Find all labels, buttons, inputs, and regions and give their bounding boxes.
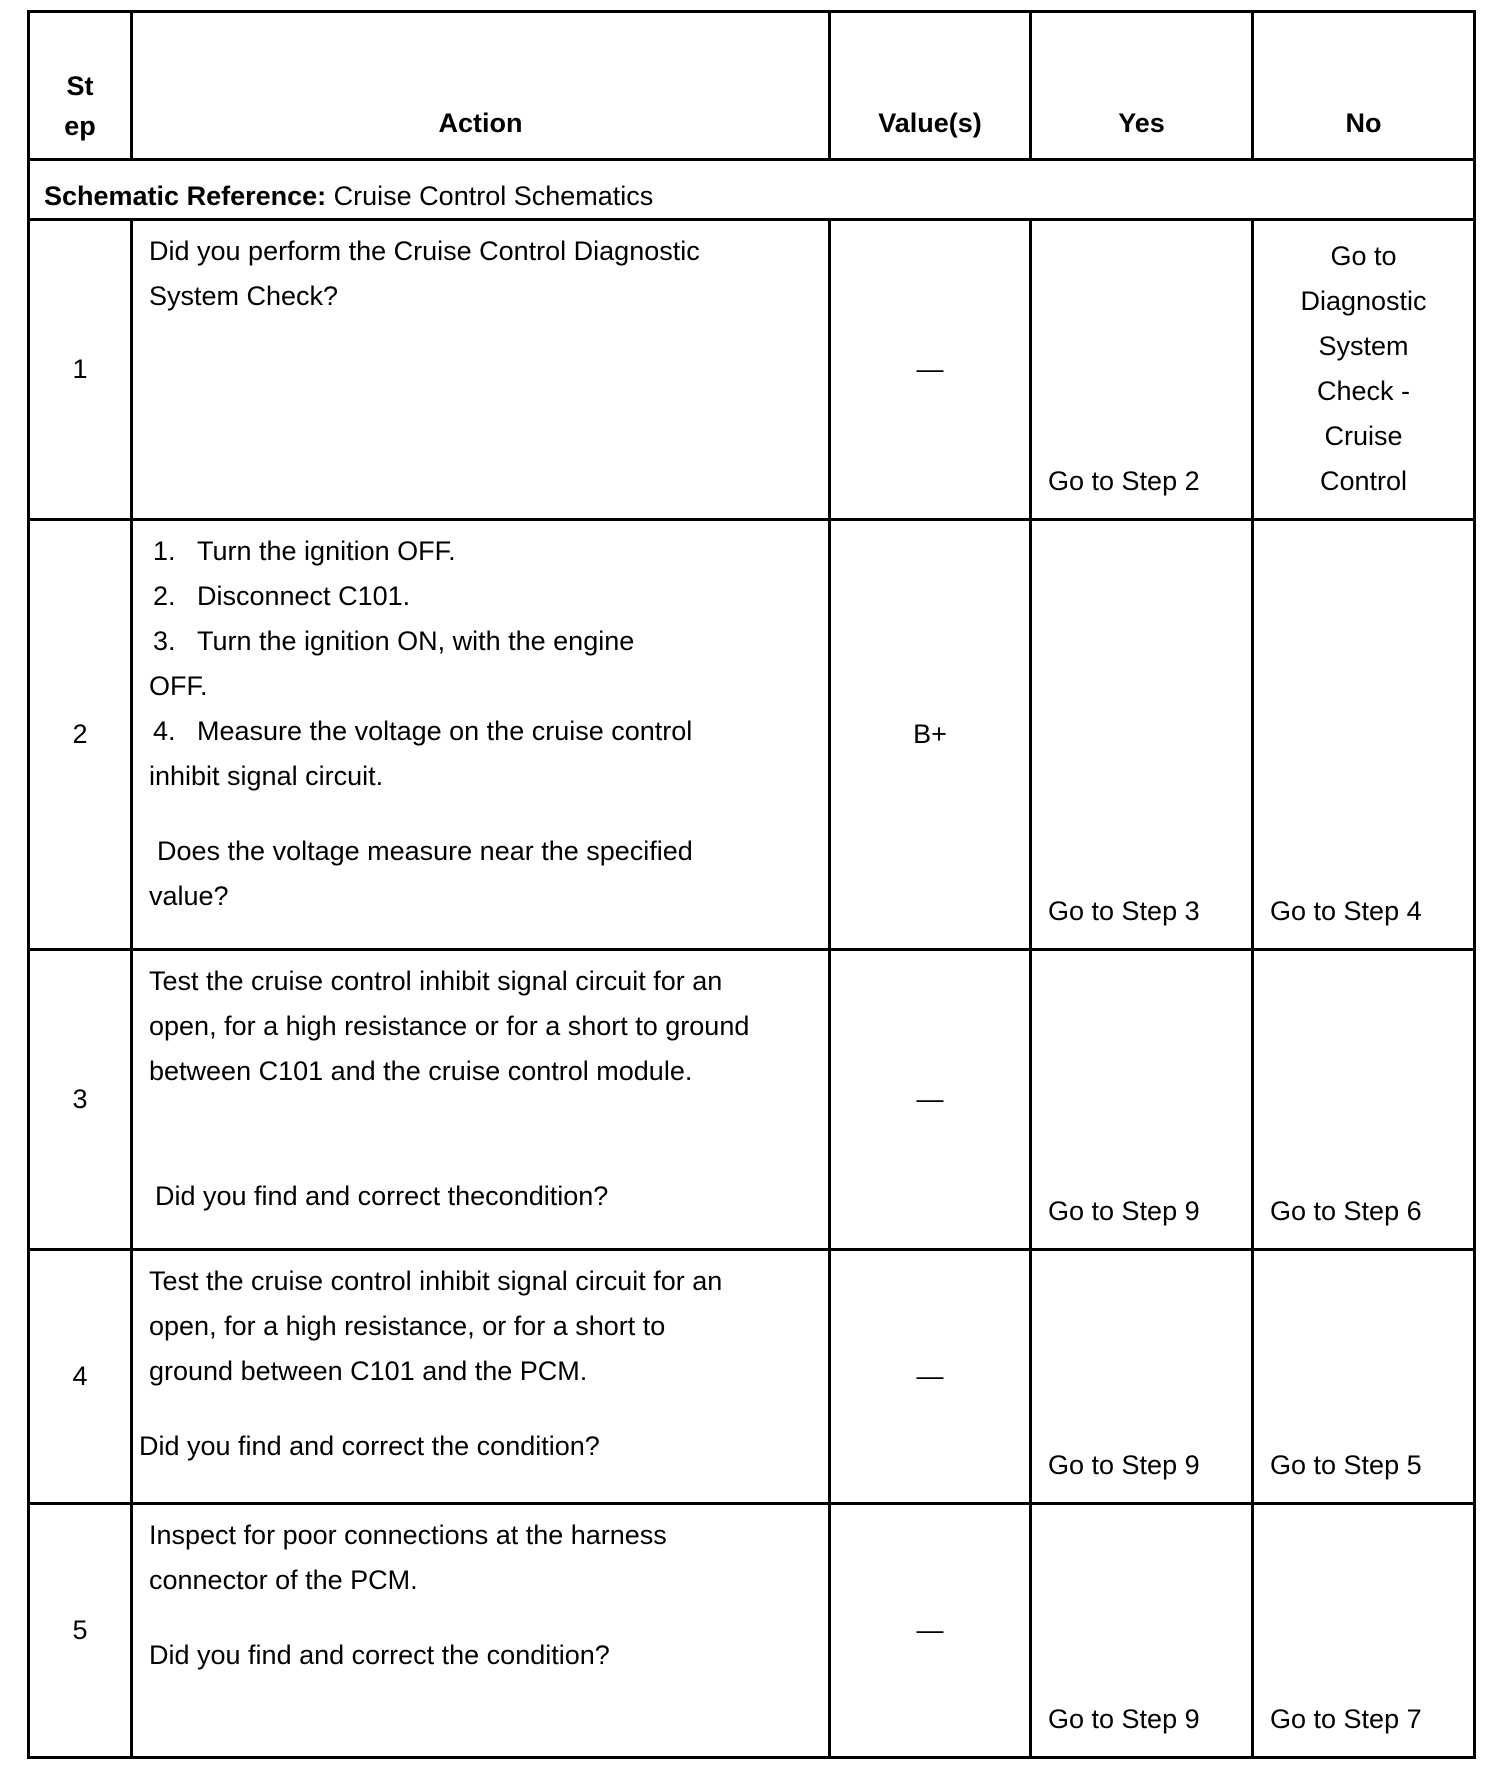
no-cell: Go to Diagnostic System Check - Cruise Control [1253,220,1475,520]
table-row [29,220,1475,520]
yes-cell: Go to Step 9 [1031,1504,1253,1758]
action-cell: 1. Turn the ignition OFF. 2. Disconnect C101. 3. Turn the ignition ON, with the engine OFF. 4. Measure the voltage on the cruise control inhibit signal circuit. Does the voltage measure near the specified value? [132,520,830,950]
schematic-reference-link: Cruise Control Schematics [333,181,654,211]
no-cell: Go to Step 7 [1253,1504,1475,1758]
no-cell: Go to Step 4 [1253,520,1475,950]
action-cell: Did you perform the Cruise Control Diagnostic System Check? [132,220,830,520]
list-item: 1. Turn the ignition OFF. [153,536,456,566]
action-cell: Inspect for poor connections at the harness connector of the PCM. Did you find and correct the condition? [132,1504,830,1758]
action-cell: Test the cruise control inhibit signal circuit for an open, for a high resistance, or for a short to ground between C101 and the PCM. Did you find and correct the condition? [132,1250,830,1504]
list-item: 2. Disconnect C101. [153,581,411,611]
step-number: 1 [29,220,132,520]
yes-cell: Go to Step 9 [1031,1250,1253,1504]
no-cell: Go to Step 6 [1253,950,1475,1250]
list-item: 3. Turn the ignition ON, with the engine [153,626,635,656]
table-row [29,1504,1475,1758]
header-step: St ep [29,12,132,160]
yes-cell: Go to Step 9 [1031,950,1253,1250]
value-cell: — [830,950,1031,1250]
step-number: 3 [29,950,132,1250]
header-values: Value(s) [830,12,1031,160]
table-row [29,520,1475,950]
value-cell: — [830,1250,1031,1504]
yes-cell: Go to Step 2 [1031,220,1253,520]
schematic-reference-label: Schematic Reference: [44,181,327,211]
header-yes: Yes [1031,12,1253,160]
schematic-reference [29,160,1475,220]
step-number: 5 [29,1504,132,1758]
action-cell: Test the cruise control inhibit signal circuit for an open, for a high resistance or for a short to ground between C101 and the cruise control module. Did you find and correct thecondition? [132,950,830,1250]
header-action: Action [132,12,830,160]
step-number: 2 [29,520,132,950]
header-row [29,12,1475,160]
no-cell: Go to Step 5 [1253,1250,1475,1504]
table-row [29,1250,1475,1504]
value-cell: B+ [830,520,1031,950]
list-item: 4. Measure the voltage on the cruise control [153,716,693,746]
step-number: 4 [29,1250,132,1504]
value-cell: — [830,1504,1031,1758]
diagnostic-table [27,10,1476,1759]
header-no: No [1253,12,1475,160]
schematic-reference-row [29,160,1475,220]
yes-cell: Go to Step 3 [1031,520,1253,950]
table-row [29,950,1475,1250]
value-cell: — [830,220,1031,520]
